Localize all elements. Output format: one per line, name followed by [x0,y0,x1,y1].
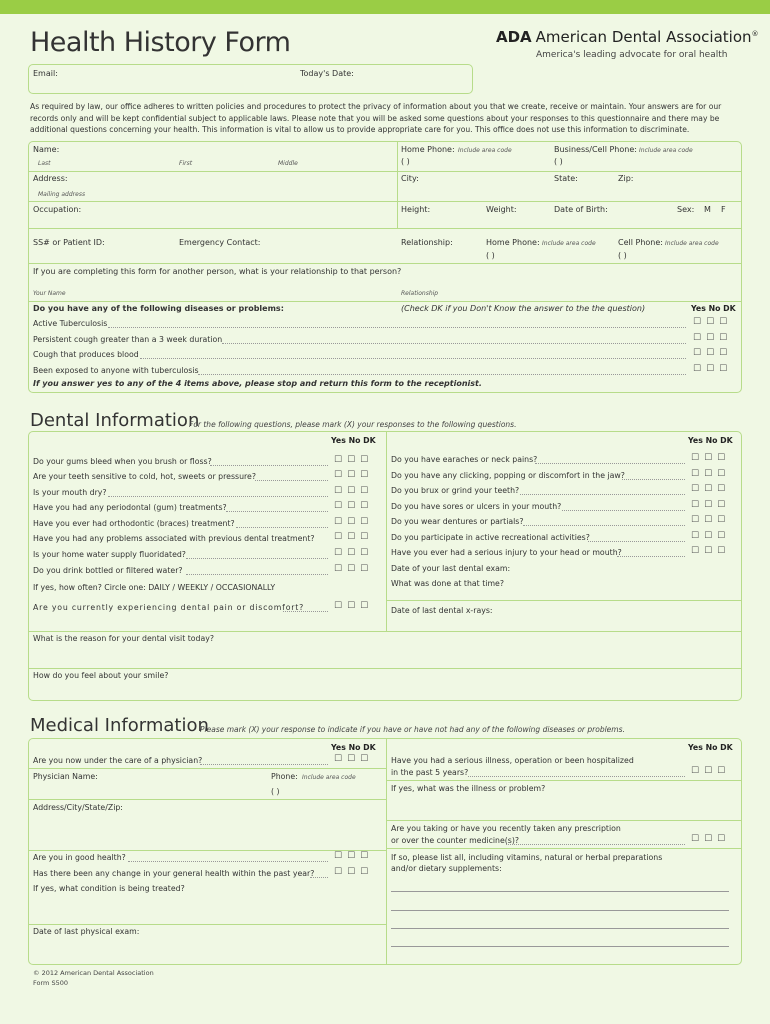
area-code-hint: Include area code [542,240,596,247]
dental-left-question: Have you had any problems associated with previous dental treatment? [33,534,315,543]
leader-dots [617,556,685,557]
tb-checkboxes[interactable]: ☐☐☐ [693,317,733,327]
leader-dots [236,527,328,528]
prescription-checkboxes[interactable]: ☐☐☐ [691,834,731,844]
form-number: Form S500 [33,979,68,987]
dental-right-question: Have you ever had a serious injury to your head or mouth? [391,548,622,557]
sex-m-option[interactable]: M [704,205,711,214]
privacy-intro: As required by law, our office adheres to written policies and procedures to protect the privacy of information about you that we create, receive or maintain. Your answers are for our records only and will be kept confidential subject to applicable laws. Please note that you will be asked some questions about your responses to this questionnaire and there may be additional questions concerning your health. This information is vital to allow us to provide appropriate care for you. This office does not use this information to discriminate. [30,102,722,134]
footer [33,968,154,988]
dental-pain-checkboxes[interactable]: ☐☐☐ [334,601,374,611]
state-label: State: [554,174,578,183]
leader-dots [562,510,685,511]
dental-left-checkboxes[interactable]: ☐☐☐ [334,548,374,558]
leader-dots [283,611,328,612]
how-often-question: If yes, how often? Circle one: DAILY / WEEKLY / OCCASIONALLY [33,583,276,592]
middle-hint: Middle [278,160,298,167]
medicine-line[interactable] [391,928,729,929]
mailing-hint: Mailing address [38,191,86,198]
dental-left-question: Do you drink bottled or filtered water? [33,566,183,575]
leader-dots [186,558,328,559]
leader-dots [523,525,685,526]
serious-illness-question: Have you had a serious illness, operation or been hospitalized [391,756,634,765]
other-person-question: If you are completing this form for another person, what is your relationship to that person? [33,267,402,276]
divider [28,631,742,632]
emergency-home-phone-field[interactable]: ( ) [486,251,495,260]
dental-right-checkboxes[interactable]: ☐☐☐ [691,500,731,510]
list-medicines-question: If so, please list all, including vitamins, natural or herbal preparations [391,853,663,862]
email-field[interactable] [90,67,290,91]
divider [28,668,742,669]
good-health-checkboxes[interactable]: ☐☐☐ [334,851,374,861]
dental-left-checkboxes[interactable]: ☐☐☐ [334,564,374,574]
illness-question: If yes, what was the illness or problem? [391,784,546,793]
leader-dots [140,358,686,359]
dental-left-checkboxes[interactable]: ☐☐☐ [334,501,374,511]
dental-right-checkboxes[interactable]: ☐☐☐ [691,515,731,525]
area-code-hint: Include area code [458,147,512,154]
physical-exam-label: Date of last physical exam: [33,927,140,936]
health-change-question: Has there been any change in your general health within the past year? [33,869,315,878]
relationship-label: Relationship: [401,238,453,247]
serious-illness-question-cont: in the past 5 years? [391,768,469,777]
top-accent-bar [0,0,770,14]
divider [28,799,386,800]
prescription-question: Are you taking or have you recently taken any prescription [391,824,621,833]
dental-left-checkboxes[interactable]: ☐☐☐ [334,470,374,480]
divider [28,850,386,851]
home-phone-label: Home Phone: [401,145,455,154]
divider [28,201,742,202]
logo-abbr: ADA [496,28,532,46]
divider [386,738,387,965]
divider [28,924,386,925]
address-label: Address: [33,174,68,183]
leader-dots [210,465,328,466]
last-hint: Last [38,160,51,167]
dk-instruction: (Check DK if you Don't Know the answer to the the question) [401,304,646,313]
divider [28,768,386,769]
divider [28,171,742,172]
cough-checkboxes[interactable]: ☐☐☐ [693,333,733,343]
leader-dots [468,776,685,777]
health-change-checkboxes[interactable]: ☐☐☐ [334,867,374,877]
dental-left-question: Are your teeth sensitive to cold, hot, sweets or pressure? [33,472,256,481]
diseases-heading: Do you have any of the following diseases or problems: [33,304,284,313]
medicine-line[interactable] [391,910,729,911]
dental-section-hint: For the following questions, please mark (X) your responses to the following questions. [189,420,517,429]
dental-right-checkboxes[interactable]: ☐☐☐ [691,546,731,556]
dental-right-checkboxes[interactable]: ☐☐☐ [691,484,731,494]
dental-left-checkboxes[interactable]: ☐☐☐ [334,532,374,542]
visit-reason-label: What is the reason for your dental visit today? [33,634,215,643]
xrays-label: Date of last dental x-rays: [391,606,493,615]
blood-checkboxes[interactable]: ☐☐☐ [693,348,733,358]
divider [28,228,742,229]
good-health-question: Are you in good health? [33,853,126,862]
physician-phone-label: Phone: [271,772,298,781]
leader-dots [588,541,685,542]
leader-dots [108,327,686,328]
dental-right-checkboxes[interactable]: ☐☐☐ [691,469,731,479]
divider [386,780,742,781]
leader-dots [198,374,686,375]
dental-left-question: Have you ever had orthodontic (braces) treatment? [33,519,235,528]
dental-left-question: Is your home water supply fluoridated? [33,550,186,559]
yes-no-dk-header: Yes No DK [331,743,376,752]
leader-dots [255,480,328,481]
physician-address-label: Address/City/State/Zip: [33,803,123,812]
under-care-checkboxes[interactable]: ☐☐☐ [334,754,374,764]
dental-left-checkboxes[interactable]: ☐☐☐ [334,517,374,527]
divider [28,301,742,302]
emergency-label: Emergency Contact: [179,238,261,247]
cell-phone-label: Cell Phone: [618,238,663,247]
copyright-text: © 2012 American Dental Association [33,969,154,977]
sex-f-option[interactable]: F [721,205,726,214]
zip-label: Zip: [618,174,634,183]
leader-dots [108,496,328,497]
home-phone-field[interactable]: ( ) [401,157,410,166]
exposed-question: Been exposed to anyone with tuberculosis [33,366,199,375]
dental-right-question: Do you have any clicking, popping or discomfort in the jaw? [391,471,625,480]
yes-no-dk-header: Yes No DK [688,743,733,752]
yes-no-dk-header: Yes No DK [688,436,733,445]
leader-dots [310,877,328,878]
todays-date-label: Today's Date: [300,69,354,78]
ss-label: SS# or Patient ID: [33,238,105,247]
weight-label: Weight: [486,205,517,214]
dental-right-checkboxes[interactable]: ☐☐☐ [691,453,731,463]
dental-left-checkboxes[interactable]: ☐☐☐ [334,486,374,496]
home-phone-label: Home Phone: [486,238,540,247]
dental-left-question: Do your gums bleed when you brush or floss? [33,457,212,466]
occupation-label: Occupation: [33,205,82,214]
leader-dots [128,861,328,862]
sex-label: Sex: [677,205,695,214]
emergency-cell-phone-field[interactable]: ( ) [618,251,627,260]
exposed-checkboxes[interactable]: ☐☐☐ [693,364,733,374]
ada-tagline: America's leading advocate for oral health [536,50,728,60]
dental-left-question: Have you had any periodontal (gum) treatments? [33,503,227,512]
registered-mark: ® [751,30,759,38]
leader-dots [520,494,685,495]
dental-left-checkboxes[interactable]: ☐☐☐ [334,455,374,465]
dental-right-checkboxes[interactable]: ☐☐☐ [691,531,731,541]
business-phone-field[interactable]: ( ) [554,157,563,166]
business-phone-label: Business/Cell Phone: [554,145,637,154]
leader-dots [222,343,686,344]
leader-dots [200,764,328,765]
dental-right-question: Do you participate in active recreational activities? [391,533,590,542]
divider [397,141,398,228]
your-name-hint: Your Name [33,290,66,297]
area-code-hint: Include area code [302,774,356,781]
under-care-question: Are you now under the care of a physician? [33,756,203,765]
first-hint: First [179,160,193,167]
blood-question: Cough that produces blood [33,350,139,359]
serious-illness-checkboxes[interactable]: ☐☐☐ [691,766,731,776]
medicine-line[interactable] [391,946,729,947]
dental-right-question: Do you brux or grind your teeth? [391,486,520,495]
page-title: Health History Form [30,27,291,58]
leader-dots [622,479,685,480]
list-medicines-question-cont: and/or dietary supplements: [391,864,502,873]
yes-no-dk-header: Yes No DK [331,436,376,445]
medical-section-hint: Please mark (X) your response to indicate if you have or have not had any of the following diseases or problems. [200,725,625,734]
medical-section-title: Medical Information [30,715,209,736]
leader-dots [186,574,328,575]
dental-right-question: Do you have sores or ulcers in your mouth? [391,502,562,511]
name-label: Name: [33,145,60,154]
dental-pain-question: Are you currently experiencing dental pain or discomfort? [33,603,305,612]
what-done-label: What was done at that time? [391,579,504,588]
leader-dots [535,463,685,464]
smile-feeling-label: How do you feel about your smile? [33,671,169,680]
condition-question: If yes, what condition is being treated? [33,884,185,893]
dental-right-question: Do you have earaches or neck pains? [391,455,538,464]
divider [386,431,387,631]
physician-name-label: Physician Name: [33,772,98,781]
leader-dots [226,511,328,512]
leader-dots [506,844,685,845]
divider [386,848,742,849]
divider [386,820,742,821]
email-label: Email: [33,69,58,78]
dental-section-title: Dental Information [30,410,200,431]
height-label: Height: [401,205,431,214]
cough-question: Persistent cough greater than a 3 week duration [33,335,223,344]
relationship-hint: Relationship [401,290,439,297]
logo-name: American Dental Association [535,28,752,46]
area-code-hint: Include area code [639,147,693,154]
city-label: City: [401,174,419,183]
prescription-question-cont: or over the counter medicine(s)? [391,836,520,845]
todays-date-field[interactable] [355,67,465,91]
dob-label: Date of Birth: [554,205,608,214]
area-code-hint: Include area code [665,240,719,247]
dental-left-question: Is your mouth dry? [33,488,107,497]
dental-right-question: Do you wear dentures or partials? [391,517,524,526]
divider [386,600,742,601]
yes-no-dk-header: Yes No DK [691,304,736,313]
tb-question: Active Tuberculosis [33,319,108,328]
physician-phone-field[interactable]: ( ) [271,787,280,796]
stop-warning: If you answer yes to any of the 4 items above, please stop and return this form to the receptionist. [33,379,482,388]
medicine-line[interactable] [391,891,729,892]
last-dental-exam-label: Date of your last dental exam: [391,564,511,573]
ada-logo [496,28,759,46]
divider [28,263,742,264]
